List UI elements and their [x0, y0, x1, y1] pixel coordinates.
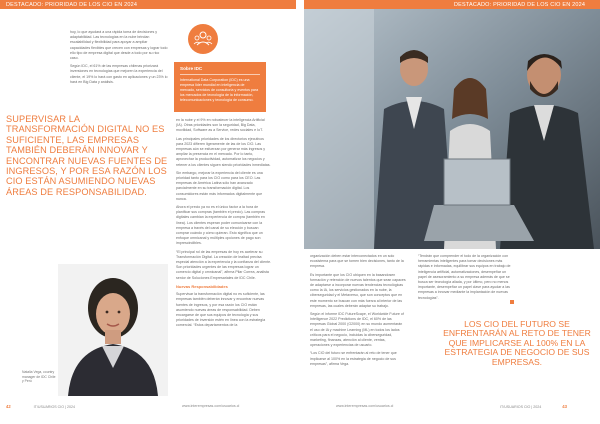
- paragraph: Es importante que los CIO ubiquen en la basandosen formación y retención de nuevos talentos que sean capaces de adaptarse a incorporar nuevas tendencias tecnológicas como la IA, los servicios gestionados en la nube, la ciberseguridad y el Metaverso, que son conceptos que en este momento se buscan con más fuerza al interior de las empresas, las cuales deberán adaptar su trabajo.: [310, 272, 406, 308]
- paragraph: Supervisar la transformación digital no es suficiente, las empresas también deberán innovar y encontrar nuevas fuentes de ingresos, y por esa razón los CIO están asumiendo nuevas áreas de responsabilidad. Deben encargarse de que sus equipos de tecnología y sus prioridades de inversión estén en línea con la estrategia comercial. “Estos departamentos de la: [176, 292, 266, 328]
- paragraph: en la nube y el 9% en robustecer la inteligencia Artificial (IA). Otras prioridades son la seguridad, Big Data, movilidad, Software as a Service, redes sociales e IoT.: [176, 118, 265, 133]
- page-number-left: 42: [6, 404, 11, 409]
- portrait-photo: [58, 264, 168, 396]
- footer-right: [500, 404, 567, 409]
- right-page-header: [304, 0, 600, 9]
- left-page-header: [0, 0, 296, 9]
- paragraph: organización deben estar interconectados en un solo ecosistema para que se tomen bien decisiones, tanto de la empresa.: [310, 254, 404, 269]
- footer-url-left[interactable]: www.interempresas.com/usuarios.cl: [182, 404, 240, 408]
- paragraph: hoy, lo que ayudará a una rápida toma de decisiones y adaptabilidad. Las tecnologías en la nube brindan escalabilidad y flexibilidad para apoyar a ampliar capacidades flexibles que crecen con empresas y lograr todo ello tipo de empresa digital que desde a todo por su rico caso.: [70, 30, 168, 61]
- paragraph: Según IDC, el 61% de las empresas chilenas priorizará inversiones en tecnologías que mejoren la experiencia del cliente, el 19% lo hará con gasto en aplicaciones y un 23% lo hará en Big Data y análisis.: [70, 64, 168, 84]
- sobre-body: International Data Corporation (IDC) es una empresa líder mundial en inteligencia de mercado, servicios de consultoría y eventos para los mercados de tecnología de la información, telecomunicaciones y tecnología de consumo.: [180, 78, 259, 102]
- paragraph: Ahora el precio ya no es el único factor a la hora de planificar sus compras (también el precio). Las compras digitales cambian la experiencia de compra (también en línea). Los clientes esperan poder comunicarse con la empresa a través del canal de su elección y buscan comprar cuándo y cómo quieran. Esto significa que un enfoque omnicanal y múltiples opciones de pago son imprescindibles.: [176, 205, 266, 246]
- photo-caption: Natalia Vega, country manager de IDC Chile y Perú: [22, 370, 56, 384]
- left-header-title: DESTACADO: PRIORIDAD DE LOS CIO EN 2024: [6, 1, 138, 8]
- subheading-nuevas-responsabilidades: Nuevas Responsabilidades: [176, 283, 228, 289]
- sobre-idc-box: [174, 62, 266, 112]
- business-people-laptop-image: [304, 9, 600, 249]
- magazine-name-left: IT/USUARIOS CIO | 2024: [33, 405, 75, 409]
- left-pull-quote: SUPERVISAR LA TRANSFORMACIÓN DIGITAL NO ES SUFICIENTE, LAS EMPRESAS TAMBIÉN DEBERÁN INNOVAR Y ENCONTRAR NUEVAS FUENTES DE INGRESOS, Y POR ESA RAZÓN LOS CIO ESTÁN ASUMIENDO NUEVAS ÁREAS DE RESPONSABILIDAD.: [6, 114, 168, 197]
- paragraph: “El principal rol de las empresas de hoy es acelerar su Transformación Digital. La creación de lealtad precisa especial atención a la experiencia y la confianza del cliente. Son prioridades urgentes de las empresas lograr un comercio digital y omnicanal”, afirma Pilar Correa, analista senior de Soluciones Empresariales de IDC Chile.: [176, 249, 272, 280]
- right-column-1-text: [310, 254, 406, 370]
- sobre-title: Sobre IDC: [180, 66, 203, 71]
- right-pull-quote: LOS CIO DEL FUTURO SE ENFRENTARÁN AL RETO DE TENER QUE IMPLICARSE AL 100% EN LA ESTRATEGIA DE NEGOCIO DE SUS EMPRESAS.: [443, 319, 591, 367]
- paragraph: “Los CIO del futuro se enfrentarán al reto de tener que implicarse al 100% en la estrategia de negocio de sus empresas”, afirma Vega.: [310, 351, 397, 366]
- paragraph: Sin embargo, mejorar la experiencia del cliente es una prioridad tanto para los CIO como para los CEO. Las empresas de América Latina sólo han avanzado parcialmente en su transformación digital. Los consumidores están más informados digitalmente que nunca.: [176, 170, 263, 201]
- business-team-photo: [304, 9, 600, 249]
- paragraph: “Tendrán que comprender el todo de la organización con herramientas inteligentes para tomar decisiones más rápidas e informadas, equilibrar sus equipos en trabajo de inteligencia artificial, automatizaciones, desempeñar un papel de asesoramiento a su empresa además de que se busca ser tecnología aliada, y por último, pero no menos importante, desempeñar un papel clave para ayudar a las empresas a innovar mediante la implantación de nuevas tecnologías”.: [418, 254, 511, 300]
- left-top-text: [70, 30, 168, 88]
- right-header-title: DESTACADO: PRIORIDAD DE LOS CIO EN 2024: [454, 1, 586, 8]
- network-people-icon: [188, 24, 218, 54]
- middle-column-text: [176, 118, 272, 332]
- footer-left: [6, 404, 75, 409]
- woman-portrait-image: [58, 264, 168, 396]
- paragraph: Según el informe IDC FutureScape, el Worldwide Future of Intelligence 2022 Predictions de IDC, el 60% de las empresas Global 2000 (G2000) en su mundo aumentarán el uso de IA y machine Learning (ML) en todos los lados críticos para el negocio, incluidas la ciberseguridad, marketing, finanzas, atención al cliente, ventas, operaciones y experiencias de usuario.: [310, 312, 404, 348]
- end-mark-icon: [510, 300, 514, 304]
- paragraph: Las principales prioridades de los directorios ejecutivos para 2023 difieren ligeramente de las de los CIO. Las empresas aún se esfuerzan por generar más ingresos y ampliar la presencia en el mercado. Por lo tanto, aprovechar la productividad, automatizar los negocios y retener a los clientes siguen siendo prioridades inmediatas.: [176, 136, 271, 167]
- idc-icon-badge: [188, 24, 218, 54]
- magazine-name-right: IT/USUARIOS CIO | 2024: [500, 405, 542, 409]
- footer-url-right[interactable]: www.interempresas.com/usuarios.cl: [336, 404, 394, 408]
- right-column-2-text: [418, 254, 514, 304]
- page-number-right: 43: [562, 404, 567, 409]
